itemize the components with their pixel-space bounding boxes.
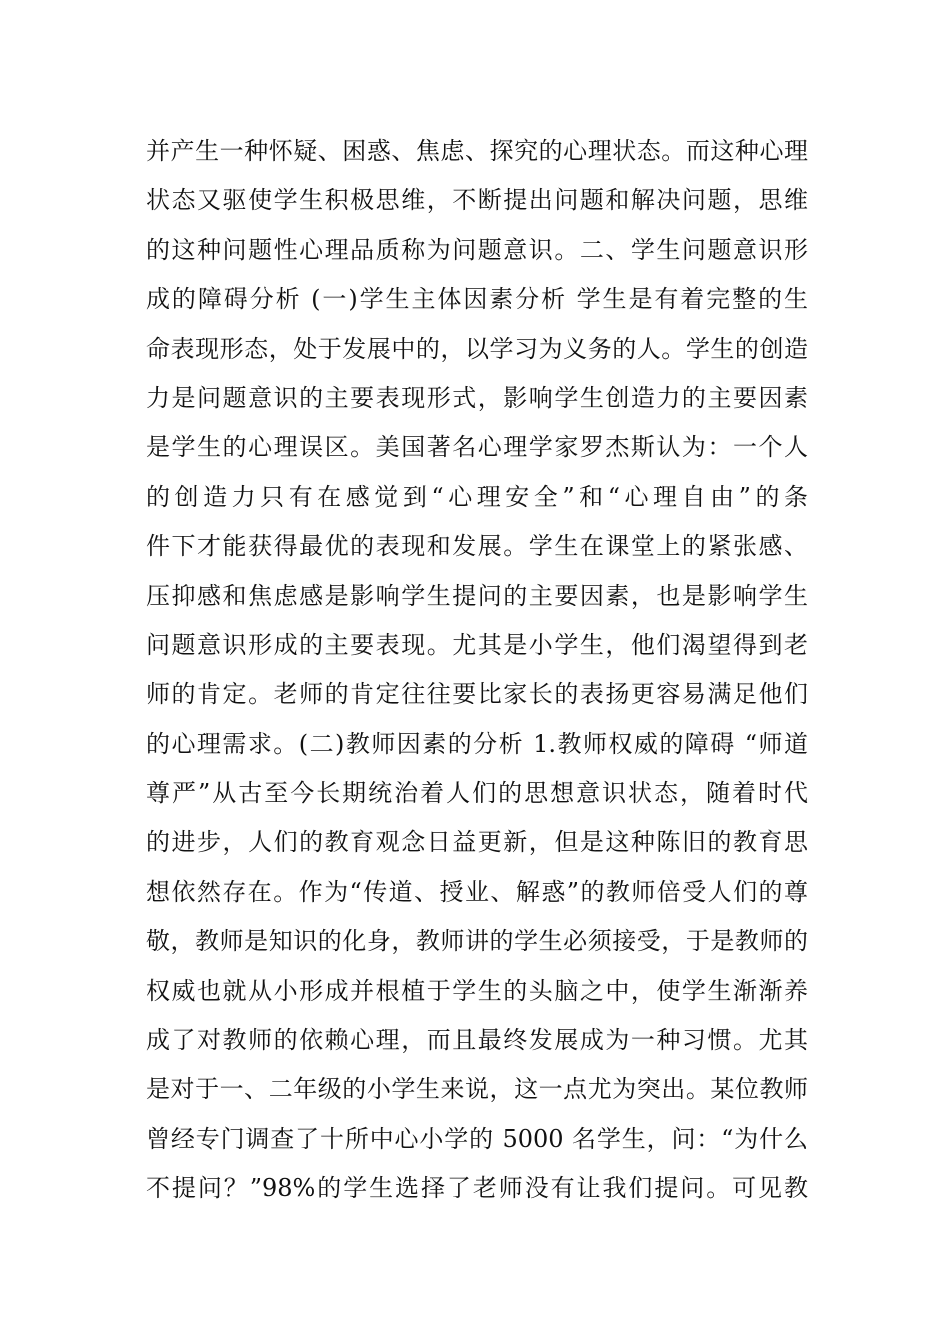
text-line: 的心理需求。(二)教师因素的分析 1.教师权威的障碍 “师道 bbox=[146, 729, 808, 758]
text-line: 力是问题意识的主要表现形式，影响学生创造力的主要因素 bbox=[146, 383, 808, 412]
text-line: 的创造力只有在感觉到“心理安全”和“心理自由”的条 bbox=[146, 482, 808, 511]
text-line: 师的肯定。老师的肯定往往要比家长的表扬更容易满足他们 bbox=[146, 680, 808, 709]
text-line: 是学生的心理误区。美国著名心理学家罗杰斯认为：一个人 bbox=[146, 433, 808, 462]
text-line: 不提问？”98%的学生选择了老师没有让我们提问。可见教 bbox=[146, 1174, 808, 1203]
text-line: 成的障碍分析 (一)学生主体因素分析 学生是有着完整的生 bbox=[146, 285, 808, 314]
body-text bbox=[146, 127, 808, 1214]
text-line: 权威也就从小形成并根植于学生的头脑之中，使学生渐渐养 bbox=[146, 976, 808, 1005]
text-line: 的这种问题性心理品质称为问题意识。二、学生问题意识形 bbox=[146, 235, 808, 264]
text-line: 敬，教师是知识的化身，教师讲的学生必须接受，于是教师的 bbox=[146, 927, 808, 956]
text-line: 尊严”从古至今长期统治着人们的思想意识状态，随着时代 bbox=[146, 779, 808, 808]
text-line: 是对于一、二年级的小学生来说，这一点尤为突出。某位教师 bbox=[146, 1075, 808, 1104]
text-line: 压抑感和焦虑感是影响学生提问的主要因素，也是影响学生 bbox=[146, 581, 808, 610]
text-line: 成了对教师的依赖心理，而且最终发展成为一种习惯。尤其 bbox=[146, 1026, 808, 1055]
text-line: 件下才能获得最优的表现和发展。学生在课堂上的紧张感、 bbox=[146, 532, 808, 561]
text-line: 曾经专门调查了十所中心小学的 5000 名学生，问：“为什么 bbox=[146, 1124, 808, 1153]
text-line: 问题意识形成的主要表现。尤其是小学生，他们渴望得到老 bbox=[146, 630, 808, 659]
text-line: 想依然存在。作为“传道、授业、解惑”的教师倍受人们的尊 bbox=[146, 877, 808, 906]
text-line: 命表现形态，处于发展中的，以学习为义务的人。学生的创造 bbox=[146, 334, 808, 363]
text-line: 并产生一种怀疑、困惑、焦虑、探究的心理状态。而这种心理 bbox=[146, 137, 808, 165]
text-line: 的进步，人们的教育观念日益更新，但是这种陈旧的教育思 bbox=[146, 828, 808, 857]
text-line: 状态又驱使学生积极思维，不断提出问题和解决问题，思维 bbox=[146, 186, 808, 215]
